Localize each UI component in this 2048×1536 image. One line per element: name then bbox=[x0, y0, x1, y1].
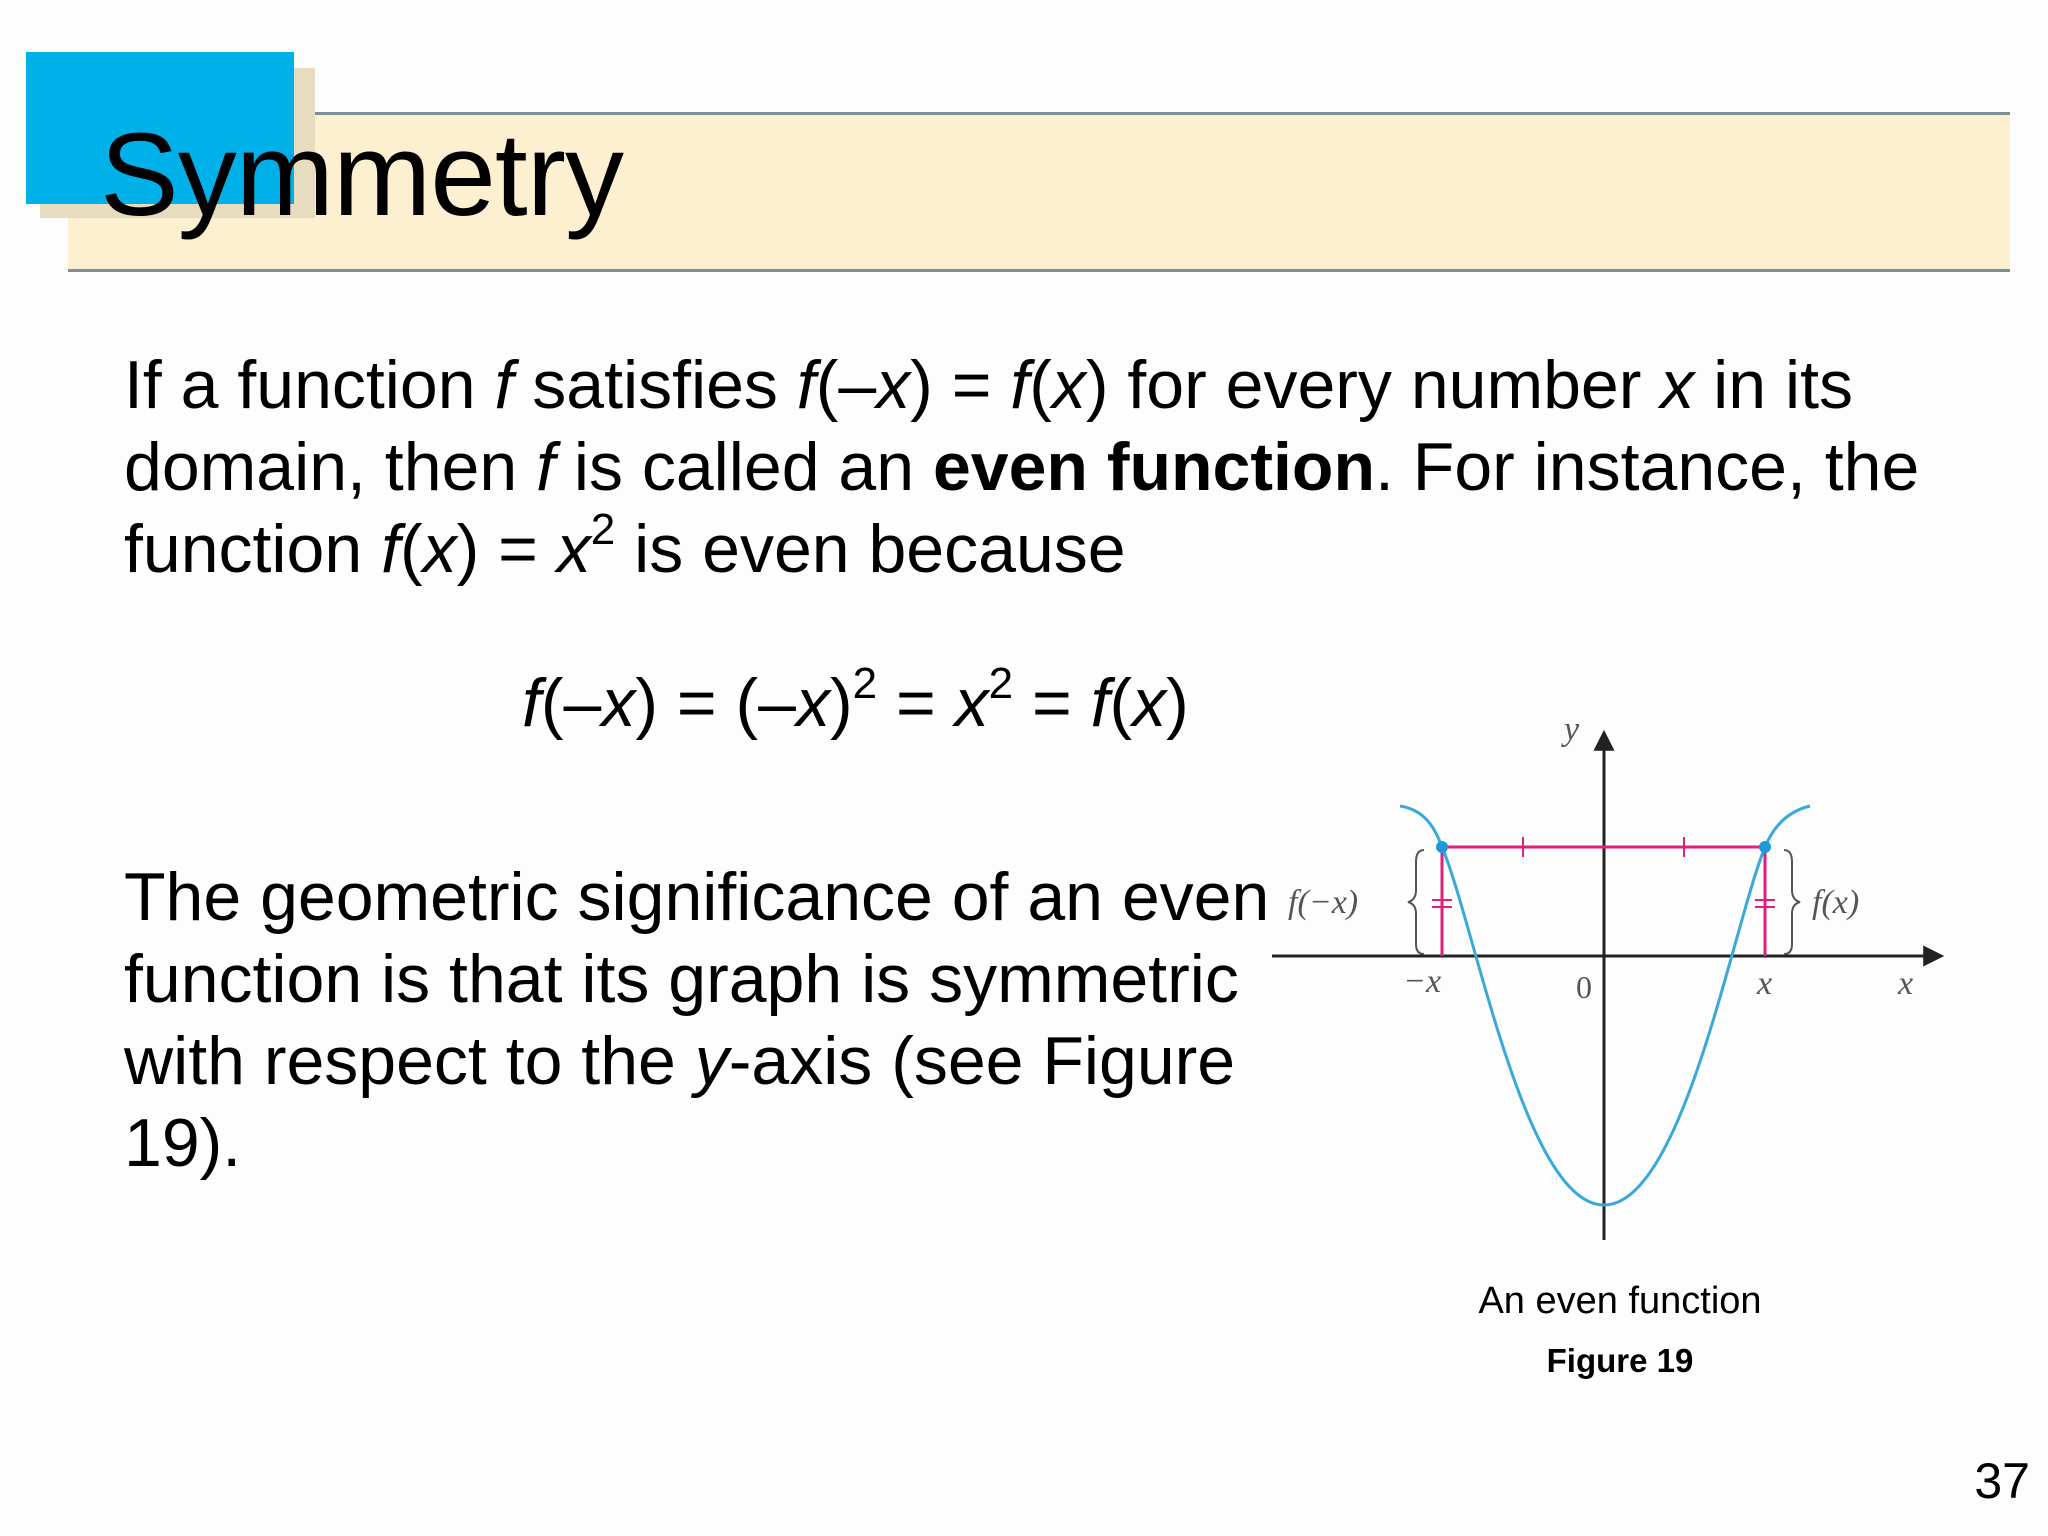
definition-paragraph: If a function f satisfies f(–x) = f(x) for every number x in its domain, then f is called an even function. For instance, the function $f(x) = x^2$ is even because bbox=[124, 347, 1920, 587]
figure-caption: An even function bbox=[1478, 1280, 1762, 1322]
brace-right bbox=[1784, 850, 1800, 954]
even-function-term: even function bbox=[932, 429, 1375, 505]
origin-label: 0 bbox=[1576, 969, 1592, 1005]
brace-left bbox=[1408, 850, 1424, 954]
even-function-graph bbox=[1260, 700, 1960, 1260]
figure-label: Figure 19 bbox=[1546, 1342, 1694, 1379]
page-number: 37 bbox=[1974, 1453, 2030, 1509]
f-neg-x-label: f(−x) bbox=[1288, 884, 1359, 921]
y-axis-label: y bbox=[1564, 711, 1580, 748]
f-x-label: f(x) bbox=[1812, 884, 1860, 921]
even-function-equation: $f(-x) = (-x)^2 = x^2 = f(x)$ bbox=[522, 659, 1189, 741]
pos-x-label: x bbox=[1757, 965, 1773, 1002]
point-neg-x bbox=[1436, 841, 1448, 853]
geometric-significance-paragraph: The geometric significance of an even function is that its graph is symmetric with respect to the y-axis (see Figure 19). bbox=[124, 859, 1270, 1181]
slide-title: Symmetry bbox=[100, 109, 623, 241]
x-axis-label: x bbox=[1898, 965, 1914, 1002]
neg-x-label: −x bbox=[1403, 963, 1442, 1000]
point-pos-x bbox=[1759, 841, 1771, 853]
